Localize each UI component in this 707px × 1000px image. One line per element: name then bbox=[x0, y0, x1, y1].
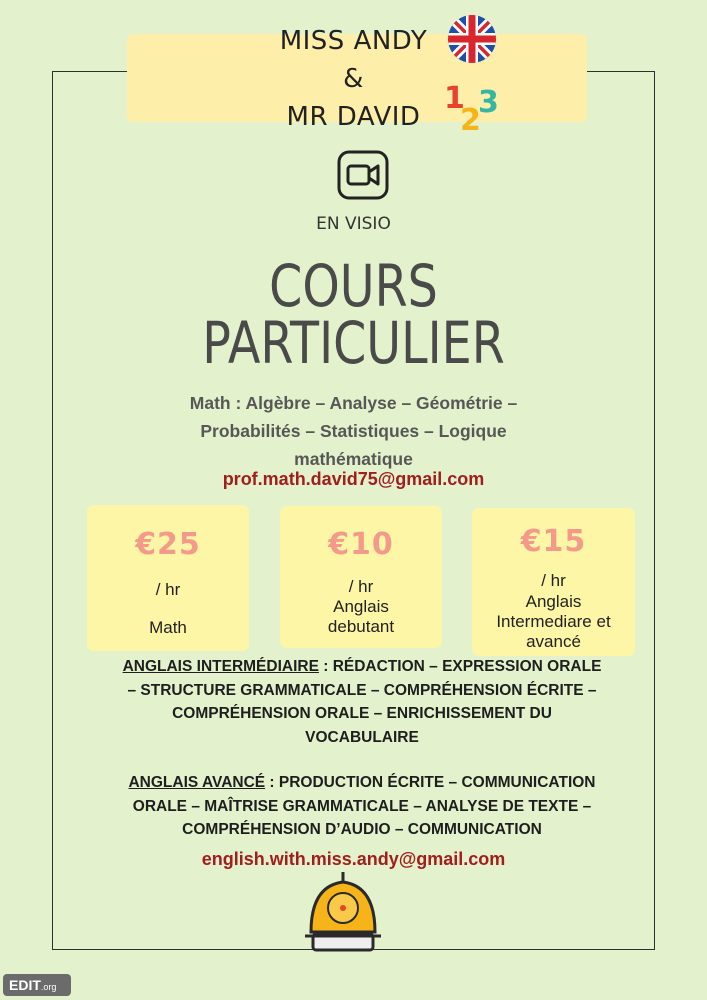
math-email-link[interactable]: prof.math.david75@gmail.com bbox=[222, 469, 485, 489]
paragraph-text: : RÉDACTION – EXPRESSION ORALE bbox=[318, 658, 602, 675]
price-unit: / hr bbox=[541, 571, 566, 590]
headline-cours: COURS bbox=[269, 252, 438, 320]
price-unit: / hr bbox=[348, 577, 374, 596]
english-intermediate-heading: ANGLAIS INTERMÉDIAIRE bbox=[122, 658, 319, 675]
title-ampersand: & bbox=[343, 64, 364, 94]
title-mr-david: MR DAVID bbox=[286, 102, 421, 132]
svg-text:3: 3 bbox=[478, 85, 499, 120]
price-amount: €25 bbox=[135, 527, 201, 562]
video-camera-icon bbox=[337, 150, 389, 200]
english-advanced-description bbox=[108, 771, 616, 842]
english-intermediate-description bbox=[108, 655, 616, 749]
paragraph-line: – STRUCTURE GRAMMATICALE – COMPRÉHENSION ÉCRITE – bbox=[127, 681, 597, 699]
price-card-math bbox=[87, 505, 249, 651]
alarm-bell-icon bbox=[303, 872, 383, 954]
uk-flag-icon bbox=[447, 14, 497, 64]
edit-org-badge[interactable] bbox=[3, 974, 71, 996]
math-subjects-line: Math : Algèbre – Analyse – Géométrie – bbox=[189, 393, 518, 413]
numbers-123-icon bbox=[440, 78, 506, 136]
price-description: Intermediare et bbox=[496, 612, 611, 631]
paragraph-line bbox=[108, 771, 616, 795]
svg-text:2: 2 bbox=[460, 103, 481, 136]
headline-particulier: PARTICULIER bbox=[202, 309, 505, 377]
math-subjects-line: mathématique bbox=[294, 449, 413, 469]
english-advanced-heading: ANGLAIS AVANCÉ bbox=[128, 774, 266, 791]
svg-text:1: 1 bbox=[444, 81, 465, 116]
price-description: Anglais bbox=[333, 597, 389, 616]
price-card-english-beginner bbox=[280, 506, 442, 648]
english-email-link[interactable]: english.with.miss.andy@gmail.com bbox=[201, 849, 506, 869]
price-unit: / hr bbox=[155, 580, 181, 599]
paragraph-line: ORALE – MAÎTRISE GRAMMATICALE – ANALYSE DE TEXTE – bbox=[132, 797, 592, 815]
math-subjects-line: Probabilités – Statistiques – Logique bbox=[200, 421, 507, 441]
paragraph-line: COMPRÉHENSION ORALE – ENRICHISSEMENT DU bbox=[172, 705, 552, 722]
price-description: avancé bbox=[526, 632, 581, 651]
badge-main: EDIT bbox=[9, 977, 41, 993]
title-miss-andy: MISS ANDY bbox=[279, 26, 428, 56]
price-amount: €15 bbox=[520, 524, 587, 559]
paragraph-text: : PRODUCTION ÉCRITE – COMMUNICATION bbox=[265, 774, 596, 791]
paragraph-line: COMPRÉHENSION D’AUDIO – COMMUNICATION bbox=[182, 821, 542, 838]
math-subjects bbox=[150, 389, 557, 473]
price-description: Math bbox=[149, 618, 187, 637]
price-description: Anglais bbox=[525, 592, 582, 611]
paragraph-line: VOCABULAIRE bbox=[305, 728, 419, 746]
price-amount: €10 bbox=[328, 527, 394, 562]
price-card-english-advanced bbox=[472, 508, 635, 656]
paragraph-line bbox=[108, 655, 616, 679]
price-description: debutant bbox=[327, 617, 395, 636]
mode-label: EN VISIO bbox=[316, 214, 391, 234]
badge-suffix: .org bbox=[40, 982, 57, 992]
